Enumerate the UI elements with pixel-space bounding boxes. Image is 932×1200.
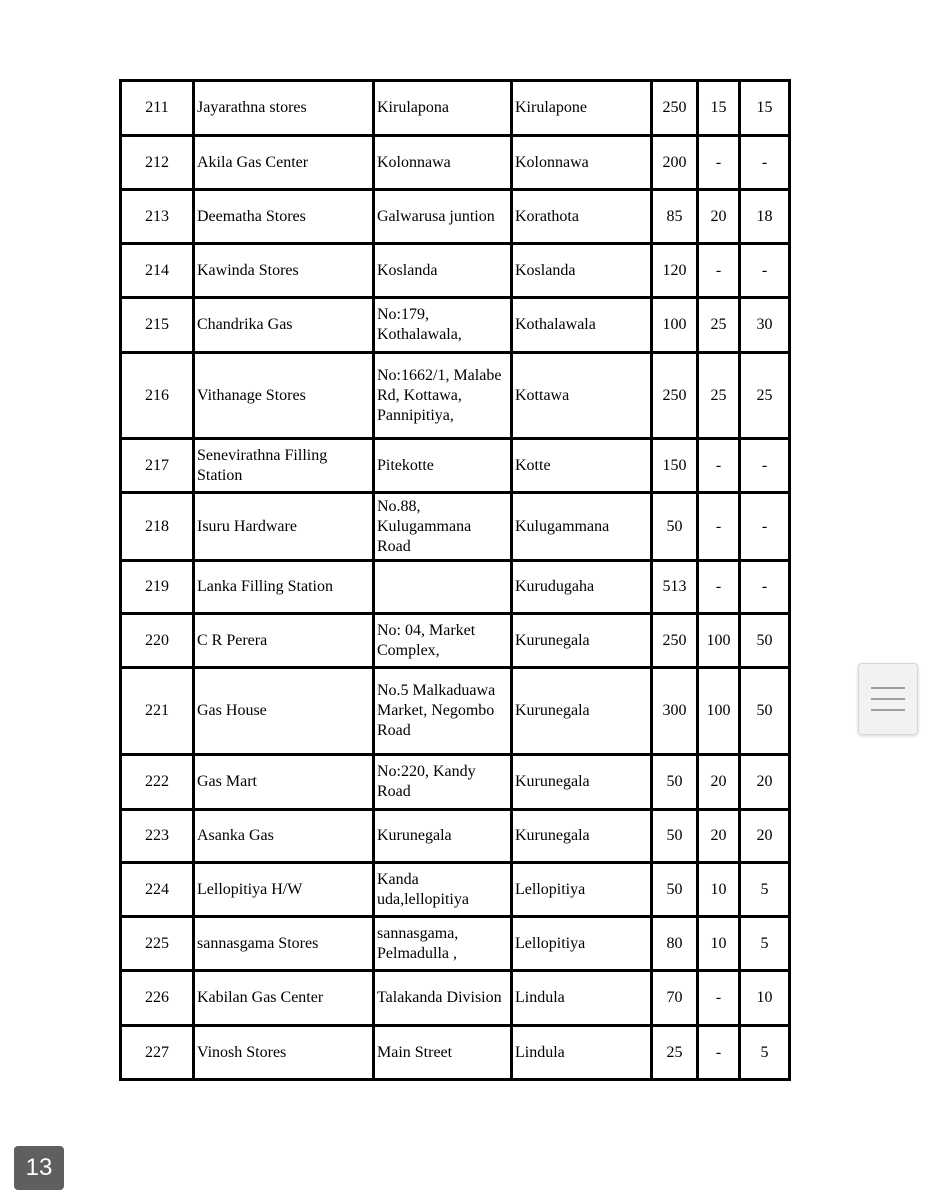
row-number: 226 — [121, 971, 194, 1026]
dealer-name: Deematha Stores — [194, 190, 374, 244]
quantity-2: 20 — [698, 190, 740, 244]
quantity-2: - — [698, 971, 740, 1026]
dealer-city: Kulugammana — [512, 493, 652, 561]
dealer-name: Vithanage Stores — [194, 353, 374, 439]
dealer-city: Kurunegala — [512, 668, 652, 755]
dealer-address: Main Street — [374, 1026, 512, 1080]
table-row — [121, 298, 790, 353]
table-row — [121, 917, 790, 971]
dealer-name: Jayarathna stores — [194, 81, 374, 136]
quantity-1: 250 — [652, 614, 698, 668]
table-row — [121, 81, 790, 136]
quantity-3: 5 — [740, 863, 790, 917]
row-number: 216 — [121, 353, 194, 439]
quantity-3: 20 — [740, 810, 790, 863]
dealer-name: sannasgama Stores — [194, 917, 374, 971]
table-row — [121, 561, 790, 614]
quantity-2: 20 — [698, 755, 740, 810]
dealer-address: Pitekotte — [374, 439, 512, 493]
quantity-3: 18 — [740, 190, 790, 244]
table-row — [121, 614, 790, 668]
quantity-1: 100 — [652, 298, 698, 353]
row-number: 217 — [121, 439, 194, 493]
quantity-1: 70 — [652, 971, 698, 1026]
row-number: 212 — [121, 136, 194, 190]
dealer-name: Vinosh Stores — [194, 1026, 374, 1080]
dealer-city: Korathota — [512, 190, 652, 244]
quantity-3: 20 — [740, 755, 790, 810]
table-row — [121, 755, 790, 810]
dealer-city: Kurudugaha — [512, 561, 652, 614]
dealer-address: Galwarusa juntion — [374, 190, 512, 244]
quantity-3: 25 — [740, 353, 790, 439]
dealer-name: Lanka Filling Station — [194, 561, 374, 614]
dealer-city: Kolonnawa — [512, 136, 652, 190]
dealer-name: Kabilan Gas Center — [194, 971, 374, 1026]
quantity-3: 5 — [740, 917, 790, 971]
quantity-1: 50 — [652, 755, 698, 810]
table-row — [121, 668, 790, 755]
dealer-address: No:220, Kandy Road — [374, 755, 512, 810]
dealer-address: Kirulapona — [374, 81, 512, 136]
quantity-3: - — [740, 439, 790, 493]
quantity-3: 50 — [740, 668, 790, 755]
quantity-1: 25 — [652, 1026, 698, 1080]
quantity-2: - — [698, 561, 740, 614]
dealer-city: Lindula — [512, 1026, 652, 1080]
row-number: 218 — [121, 493, 194, 561]
dealer-city: Lindula — [512, 971, 652, 1026]
quantity-1: 200 — [652, 136, 698, 190]
dealer-address: Koslanda — [374, 244, 512, 298]
dealer-city: Kotte — [512, 439, 652, 493]
dealer-address: Kolonnawa — [374, 136, 512, 190]
quantity-2: - — [698, 1026, 740, 1080]
table-row — [121, 136, 790, 190]
quantity-3: - — [740, 493, 790, 561]
quantity-2: - — [698, 493, 740, 561]
quantity-2: 10 — [698, 917, 740, 971]
dealer-city: Kothalawala — [512, 298, 652, 353]
table-row — [121, 971, 790, 1026]
hamburger-menu-icon — [871, 687, 905, 689]
quantity-3: 15 — [740, 81, 790, 136]
dealer-address: Kanda uda,lellopitiya — [374, 863, 512, 917]
dealer-address: Kurunegala — [374, 810, 512, 863]
row-number: 219 — [121, 561, 194, 614]
quantity-1: 250 — [652, 81, 698, 136]
dealer-table — [119, 79, 791, 1081]
dealer-city: Kurunegala — [512, 755, 652, 810]
quantity-2: 25 — [698, 298, 740, 353]
dealer-address: No: 04, Market Complex, — [374, 614, 512, 668]
quantity-1: 50 — [652, 810, 698, 863]
dealer-address: Talakanda Division — [374, 971, 512, 1026]
dealer-city: Lellopitiya — [512, 863, 652, 917]
quantity-1: 80 — [652, 917, 698, 971]
quantity-2: - — [698, 136, 740, 190]
dealer-city: Kurunegala — [512, 614, 652, 668]
menu-button[interactable] — [858, 663, 918, 735]
page-number: 13 — [25, 1154, 53, 1181]
quantity-2: 100 — [698, 614, 740, 668]
dealer-name: Gas Mart — [194, 755, 374, 810]
dealer-address: No:1662/1, Malabe Rd, Kottawa, Pannipitiya, — [374, 353, 512, 439]
dealer-name: Akila Gas Center — [194, 136, 374, 190]
quantity-2: 100 — [698, 668, 740, 755]
quantity-3: 10 — [740, 971, 790, 1026]
quantity-1: 50 — [652, 493, 698, 561]
dealer-name: Isuru Hardware — [194, 493, 374, 561]
quantity-1: 300 — [652, 668, 698, 755]
row-number: 213 — [121, 190, 194, 244]
table-row — [121, 863, 790, 917]
row-number: 214 — [121, 244, 194, 298]
dealer-name: Gas House — [194, 668, 374, 755]
dealer-name: Chandrika Gas — [194, 298, 374, 353]
row-number: 222 — [121, 755, 194, 810]
quantity-1: 250 — [652, 353, 698, 439]
quantity-3: - — [740, 136, 790, 190]
dealer-address — [374, 561, 512, 614]
dealer-address: No.5 Malkaduawa Market, Negombo Road — [374, 668, 512, 755]
table-row — [121, 1026, 790, 1080]
quantity-3: - — [740, 244, 790, 298]
row-number: 215 — [121, 298, 194, 353]
quantity-3: 50 — [740, 614, 790, 668]
quantity-1: 150 — [652, 439, 698, 493]
quantity-2: - — [698, 244, 740, 298]
quantity-2: 10 — [698, 863, 740, 917]
quantity-3: 5 — [740, 1026, 790, 1080]
dealer-name: Kawinda Stores — [194, 244, 374, 298]
dealer-city: Kurunegala — [512, 810, 652, 863]
table-row — [121, 439, 790, 493]
quantity-3: 30 — [740, 298, 790, 353]
row-number: 211 — [121, 81, 194, 136]
quantity-2: - — [698, 439, 740, 493]
table-row — [121, 244, 790, 298]
row-number: 225 — [121, 917, 194, 971]
quantity-1: 120 — [652, 244, 698, 298]
dealer-city: Koslanda — [512, 244, 652, 298]
table-row — [121, 810, 790, 863]
dealer-address: sannasgama, Pelmadulla , — [374, 917, 512, 971]
row-number: 220 — [121, 614, 194, 668]
row-number: 227 — [121, 1026, 194, 1080]
quantity-2: 20 — [698, 810, 740, 863]
quantity-1: 85 — [652, 190, 698, 244]
quantity-1: 50 — [652, 863, 698, 917]
dealer-name: Asanka Gas — [194, 810, 374, 863]
dealer-name: C R Perera — [194, 614, 374, 668]
quantity-2: 15 — [698, 81, 740, 136]
dealer-city: Kirulapone — [512, 81, 652, 136]
row-number: 223 — [121, 810, 194, 863]
dealer-name: Lellopitiya H/W — [194, 863, 374, 917]
table-row — [121, 190, 790, 244]
page-number-badge — [14, 1146, 64, 1190]
row-number: 224 — [121, 863, 194, 917]
row-number: 221 — [121, 668, 194, 755]
dealer-address: No:179, Kothalawala, — [374, 298, 512, 353]
quantity-2: 25 — [698, 353, 740, 439]
dealer-city: Kottawa — [512, 353, 652, 439]
dealer-city: Lellopitiya — [512, 917, 652, 971]
dealer-address: No.88, Kulugammana Road — [374, 493, 512, 561]
dealer-name: Senevirathna Filling Station — [194, 439, 374, 493]
quantity-1: 513 — [652, 561, 698, 614]
table-row — [121, 353, 790, 439]
quantity-3: - — [740, 561, 790, 614]
table-row — [121, 493, 790, 561]
